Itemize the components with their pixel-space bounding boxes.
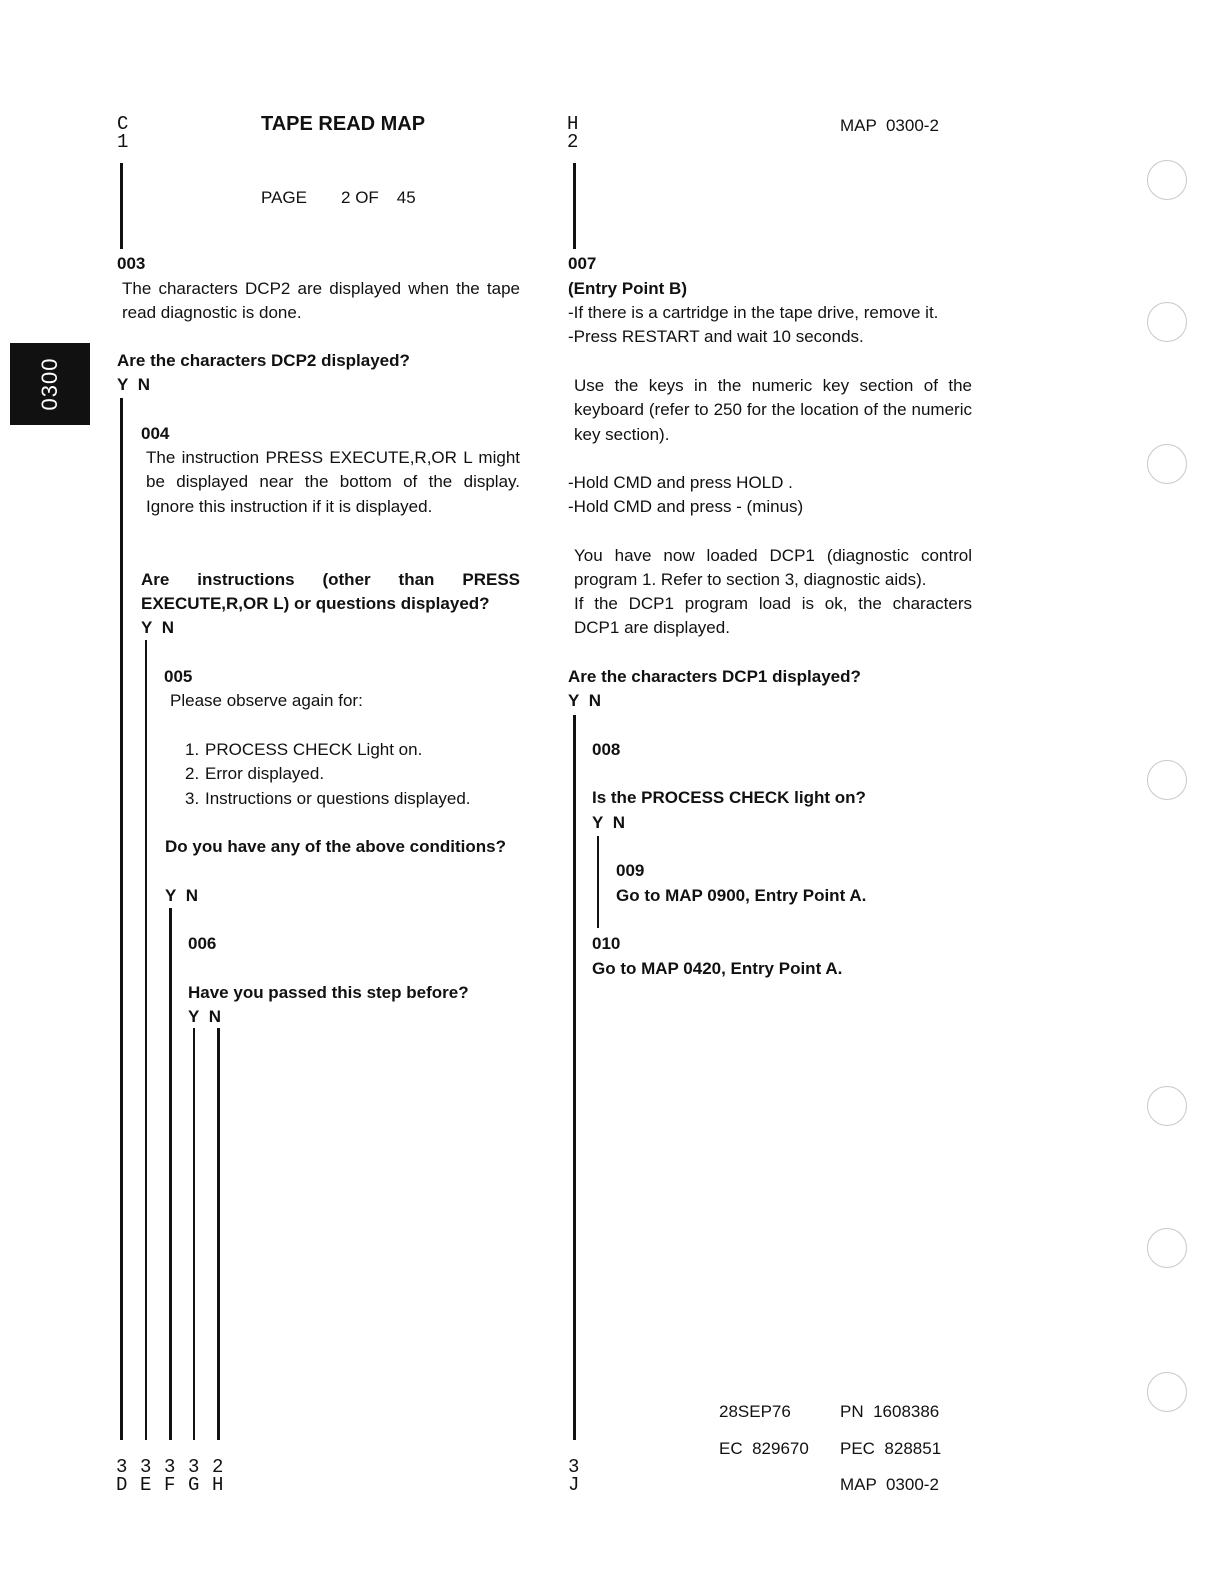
flow-line <box>573 715 576 1440</box>
flow-line <box>169 908 172 1440</box>
question-text: Is the PROCESS CHECK light on? <box>592 788 866 807</box>
page-label: PAGE <box>261 188 307 207</box>
right-entry-ref <box>567 115 578 151</box>
step-number: 010 <box>592 934 621 953</box>
no-label: N <box>137 375 151 394</box>
footer-ec: EC 829670 <box>719 1439 809 1458</box>
list-item: 3. Instructions or questions displayed. <box>185 788 471 808</box>
question-text: Are instructions (other than PRESS EXECUTE,R,OR L) or questions displayed? <box>141 570 520 614</box>
binder-hole <box>1147 1372 1187 1412</box>
step-number: 006 <box>188 934 217 953</box>
entry-page: 1 <box>117 131 129 153</box>
exit-connector: 3 F <box>164 1456 176 1496</box>
section-tab-label: 0300 <box>36 357 62 411</box>
flow-line <box>120 398 123 1440</box>
step-text: You have now loaded DCP1 (diagnostic control program 1. Refer to section 3, diagnostic aids). <box>574 546 972 590</box>
step-number: 004 <box>141 424 170 443</box>
yes-label: Y <box>188 1007 200 1026</box>
yes-no-branch <box>592 811 625 835</box>
yes-label: Y <box>568 691 580 710</box>
step-number: 008 <box>592 740 621 759</box>
step-number: 003 <box>117 254 146 273</box>
yes-no-branch <box>117 373 150 397</box>
exit-connector: 3 D <box>116 1456 128 1496</box>
step-text: Use the keys in the numeric key section of the keyboard (refer to 250 for the location of the numeric key section). <box>574 376 972 444</box>
step-text: -Press RESTART and wait 10 seconds. <box>568 327 864 346</box>
binder-hole <box>1147 160 1187 200</box>
condition-list <box>185 738 471 811</box>
question-text: Are the characters DCP1 displayed? <box>568 667 861 686</box>
page-indicator <box>261 186 416 210</box>
no-label: N <box>208 1007 222 1026</box>
flow-line <box>145 640 147 1440</box>
entry-point-label: (Entry Point B) <box>568 279 687 298</box>
section-tab <box>10 343 90 425</box>
step-action: Go to MAP 0900, Entry Point A. <box>616 886 867 905</box>
flow-line <box>120 163 123 249</box>
step-number: 009 <box>616 861 645 880</box>
list-item: 2. Error displayed. <box>185 764 325 784</box>
binder-hole <box>1147 760 1187 800</box>
exit-connector: 2 H <box>212 1456 224 1496</box>
question-text: Do you have any of the above conditions? <box>165 837 506 856</box>
no-label: N <box>185 886 199 905</box>
exit-connector: 3 J <box>568 1456 580 1496</box>
binder-hole <box>1147 444 1187 484</box>
footer-map-id: MAP 0300-2 <box>840 1475 939 1494</box>
step-number: 005 <box>164 667 193 686</box>
yes-no-branch <box>165 884 198 908</box>
yes-label: Y <box>592 813 604 832</box>
yes-label: Y <box>165 886 177 905</box>
yes-label: Y <box>141 618 153 637</box>
step-text: The instruction PRESS EXECUTE,R,OR L might be displayed near the bottom of the display. Ignore this instruction if it is displayed. <box>146 448 520 516</box>
exit-connector: 3 G <box>188 1456 200 1496</box>
entry-letter: H <box>567 113 579 135</box>
yes-no-branch <box>188 1005 221 1029</box>
binder-hole <box>1147 302 1187 342</box>
entry-page: 2 <box>567 131 579 153</box>
flow-line <box>217 1028 220 1440</box>
step-text: The characters DCP2 are displayed when the tape read diagnostic is done. <box>122 279 520 323</box>
no-label: N <box>612 813 626 832</box>
binder-hole <box>1147 1086 1187 1126</box>
footer-date: 28SEP76 <box>719 1402 791 1421</box>
step-text: -Hold CMD and press - (minus) <box>568 497 804 516</box>
binder-hole <box>1147 1228 1187 1268</box>
yes-no-branch <box>568 689 601 713</box>
step-number: 007 <box>568 254 597 273</box>
list-item: 1. PROCESS CHECK Light on. <box>185 740 423 759</box>
step-text: -If there is a cartridge in the tape drive, remove it. <box>568 303 939 322</box>
question-text: Have you passed this step before? <box>188 983 469 1002</box>
step-text: -Hold CMD and press HOLD . <box>568 473 793 492</box>
no-label: N <box>161 618 175 637</box>
step-text: Please observe again for: <box>170 691 363 710</box>
exit-connector: 3 E <box>140 1456 152 1496</box>
flow-line <box>193 1028 195 1440</box>
question-text: Are the characters DCP2 displayed? <box>117 351 410 370</box>
left-entry-ref <box>117 115 128 151</box>
step-text: If the DCP1 program load is ok, the characters DCP1 are displayed. <box>574 594 972 638</box>
flow-line <box>573 163 576 249</box>
no-label: N <box>588 691 602 710</box>
step-action: Go to MAP 0420, Entry Point A. <box>592 959 843 978</box>
page-number: 2 <box>340 188 351 207</box>
map-id-header: MAP 0300-2 <box>840 116 939 135</box>
page-of: OF <box>355 188 379 207</box>
footer-part-number: PN 1608386 <box>840 1402 940 1421</box>
entry-letter: C <box>117 113 129 135</box>
footer-pec: PEC 828851 <box>840 1439 942 1458</box>
page-total: 45 <box>396 188 416 207</box>
yes-label: Y <box>117 375 129 394</box>
flow-line <box>597 836 599 928</box>
yes-no-branch <box>141 616 174 640</box>
page-title: TAPE READ MAP <box>261 113 426 135</box>
